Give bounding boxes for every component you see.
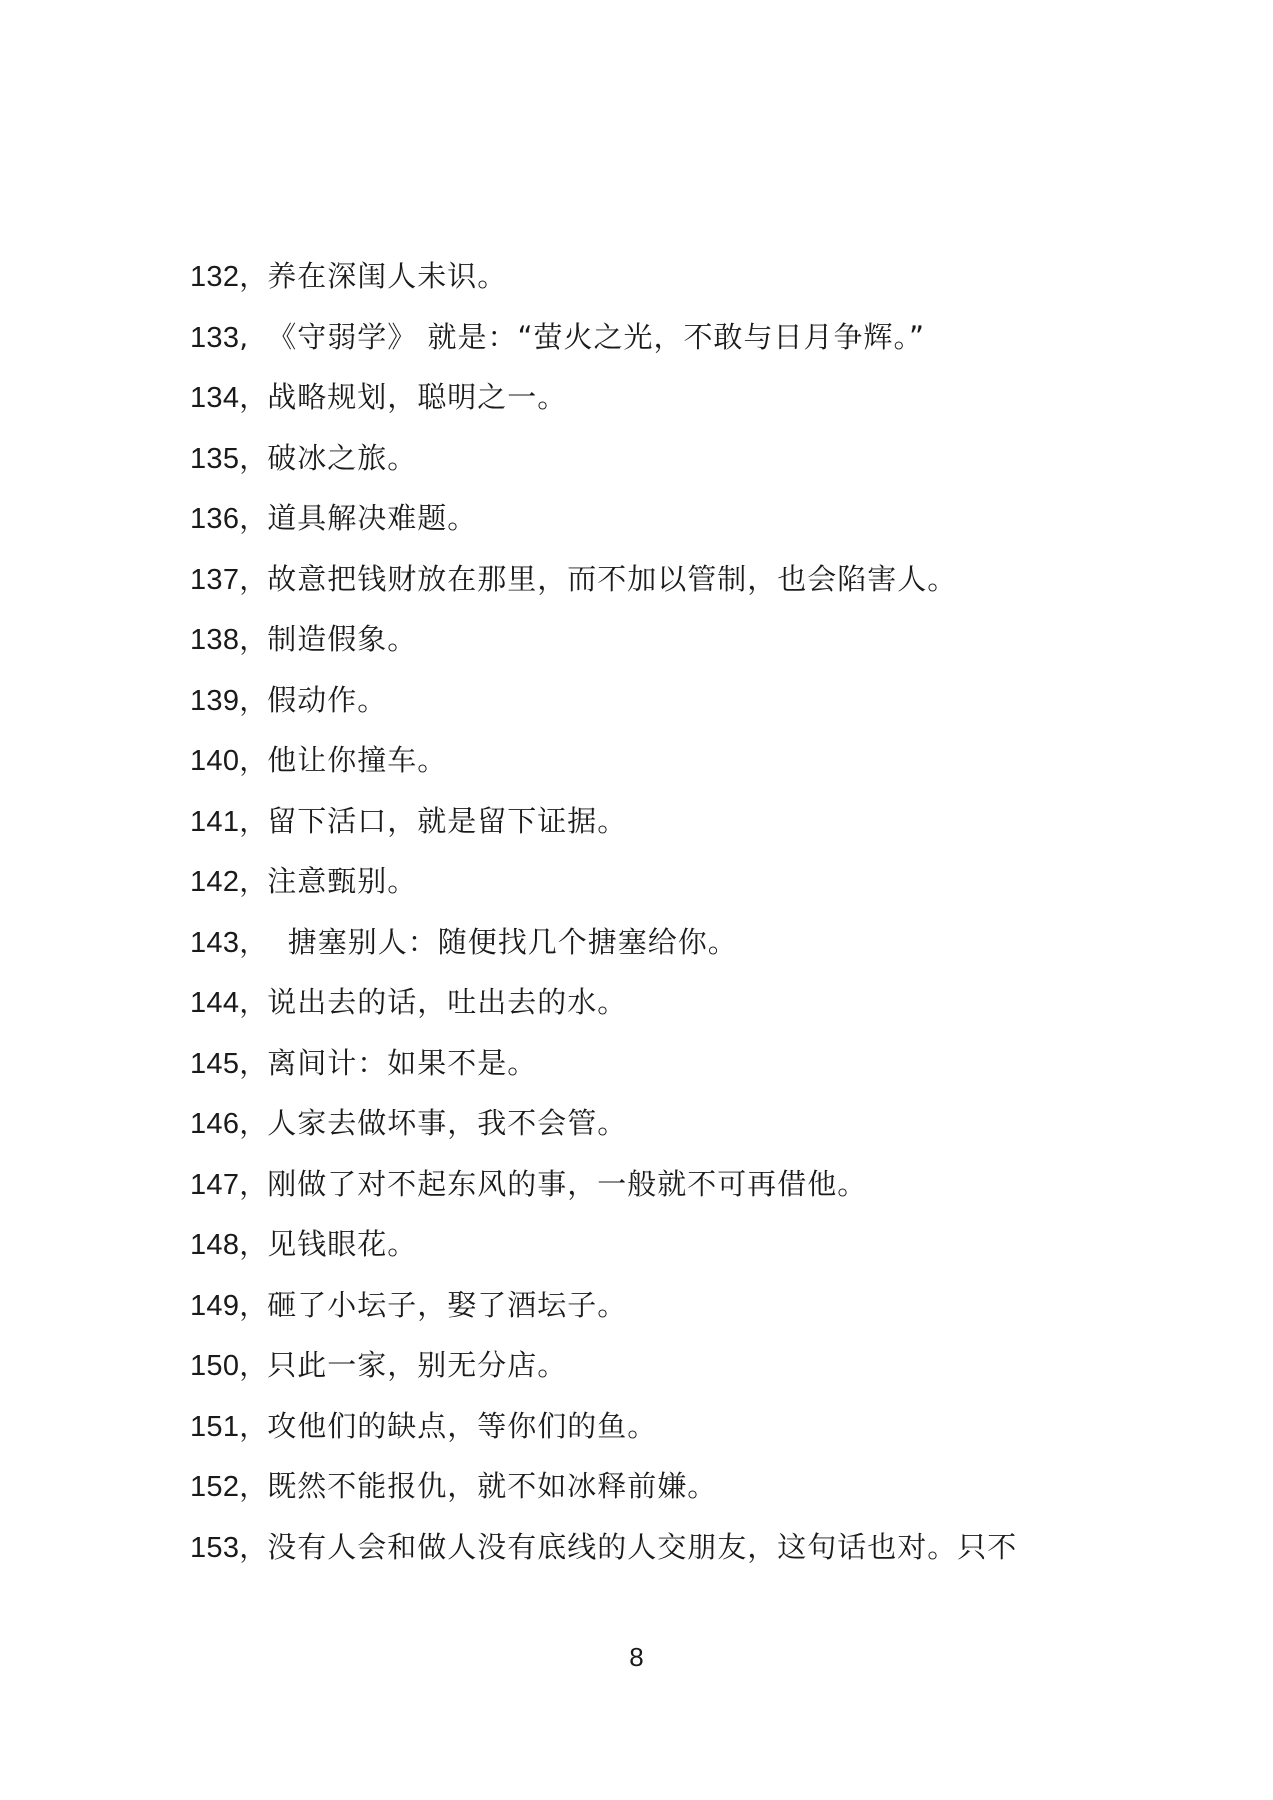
list-item <box>190 436 1090 497</box>
item-number: 138 <box>190 624 240 656</box>
item-number: 139 <box>190 684 240 717</box>
item-number: 132 <box>190 261 240 293</box>
list-item <box>190 254 1090 315</box>
item-text: 既然不能报仇，就不如冰释前嫌。 <box>267 1469 718 1503</box>
item-number: 152 <box>190 1471 240 1503</box>
item-separator: ， <box>239 502 268 535</box>
item-separator: ， <box>239 623 268 656</box>
item-separator: ， <box>239 804 268 838</box>
item-text: 见钱眼花。 <box>267 1227 418 1261</box>
item-text: 假动作。 <box>267 682 388 717</box>
item-separator: ， <box>239 1530 268 1564</box>
list-item <box>190 1464 1090 1525</box>
item-number: 146 <box>190 1108 240 1140</box>
item-number: 141 <box>190 805 240 838</box>
list-item <box>190 920 1090 981</box>
item-separator: ， <box>239 562 268 596</box>
list-item <box>190 678 1090 739</box>
item-number: 151 <box>190 1410 240 1443</box>
item-number: 147 <box>190 1168 240 1201</box>
item-text: 刚做了对不起东风的事，一般就不可再借他。 <box>267 1166 868 1201</box>
item-separator: ， <box>239 1046 268 1080</box>
list-item <box>190 859 1090 920</box>
item-separator: ， <box>239 1349 268 1382</box>
list-item <box>190 1343 1090 1404</box>
page-number: 8 <box>629 1642 644 1672</box>
item-number: 145 <box>190 1047 240 1080</box>
item-text: 养在深闺人未识。 <box>267 259 508 293</box>
list-item <box>190 980 1090 1041</box>
list-item <box>190 617 1090 678</box>
item-number: 153 <box>190 1531 240 1564</box>
item-text: 制造假象。 <box>267 622 418 656</box>
item-separator: ， <box>239 381 268 414</box>
item-separator: ， <box>239 260 268 293</box>
item-number: 148 <box>190 1229 240 1261</box>
item-number: 142 <box>190 866 240 898</box>
list-item <box>190 496 1090 557</box>
item-separator: ， <box>239 744 268 777</box>
list-item <box>190 315 1090 376</box>
item-text: 留下活口，就是留下证据。 <box>267 803 628 838</box>
item-separator: ， <box>239 1470 268 1503</box>
item-separator: ， <box>239 1288 268 1322</box>
item-text: 破冰之旅。 <box>267 440 418 475</box>
list-item <box>190 375 1090 436</box>
item-text: 攻他们的缺点，等你们的鱼。 <box>267 1408 658 1443</box>
item-text: 砸了小坛子，娶了酒坛子。 <box>267 1287 628 1322</box>
item-number: 150 <box>190 1350 240 1382</box>
list-item <box>190 1404 1090 1465</box>
item-text: 搪塞别人：随便找几个搪塞给你。 <box>267 924 738 959</box>
item-text: 故意把钱财放在那里，而不加以管制，也会陷害人。 <box>267 561 958 596</box>
item-number: 140 <box>190 745 240 777</box>
numbered-list <box>190 254 1090 1585</box>
item-text: 道具解决难题。 <box>267 501 478 535</box>
item-number: 137 <box>190 563 240 596</box>
list-item <box>190 1101 1090 1162</box>
list-item <box>190 1041 1090 1102</box>
item-separator: ， <box>239 1107 268 1140</box>
item-text: 注意甄别。 <box>267 864 418 898</box>
list-item <box>190 1222 1090 1283</box>
item-text: 离间计：如果不是。 <box>267 1045 538 1080</box>
list-item <box>190 738 1090 799</box>
item-separator: ， <box>239 865 268 898</box>
item-number: 133 <box>190 321 240 354</box>
item-separator: ， <box>239 925 268 959</box>
item-text: 只此一家，别无分店。 <box>267 1348 568 1382</box>
item-separator: , <box>239 320 249 354</box>
item-text: 人家去做坏事，我不会管。 <box>267 1106 628 1140</box>
item-separator: ， <box>239 683 268 717</box>
item-text: 《守弱学》 就是：“萤火之光，不敢与日月争辉。” <box>267 319 926 354</box>
item-text: 没有人会和做人没有底线的人交朋友，这句话也对。只不 <box>267 1529 1018 1564</box>
item-number: 144 <box>190 987 240 1019</box>
item-separator: ， <box>239 986 268 1019</box>
list-item <box>190 557 1090 618</box>
item-separator: ， <box>239 1409 268 1443</box>
list-item <box>190 799 1090 860</box>
item-number: 135 <box>190 442 240 475</box>
item-separator: ， <box>239 1228 268 1261</box>
item-separator: ， <box>239 1167 268 1201</box>
item-separator: ， <box>239 441 268 475</box>
item-number: 136 <box>190 503 240 535</box>
list-item <box>190 1162 1090 1223</box>
item-number: 143 <box>190 926 240 959</box>
list-item <box>190 1525 1090 1586</box>
item-number: 134 <box>190 382 240 414</box>
item-text: 说出去的话，吐出去的水。 <box>267 985 628 1019</box>
item-text: 他让你撞车。 <box>267 743 448 777</box>
item-number: 149 <box>190 1289 240 1322</box>
item-text: 战略规划，聪明之一。 <box>267 380 568 414</box>
list-item <box>190 1283 1090 1344</box>
